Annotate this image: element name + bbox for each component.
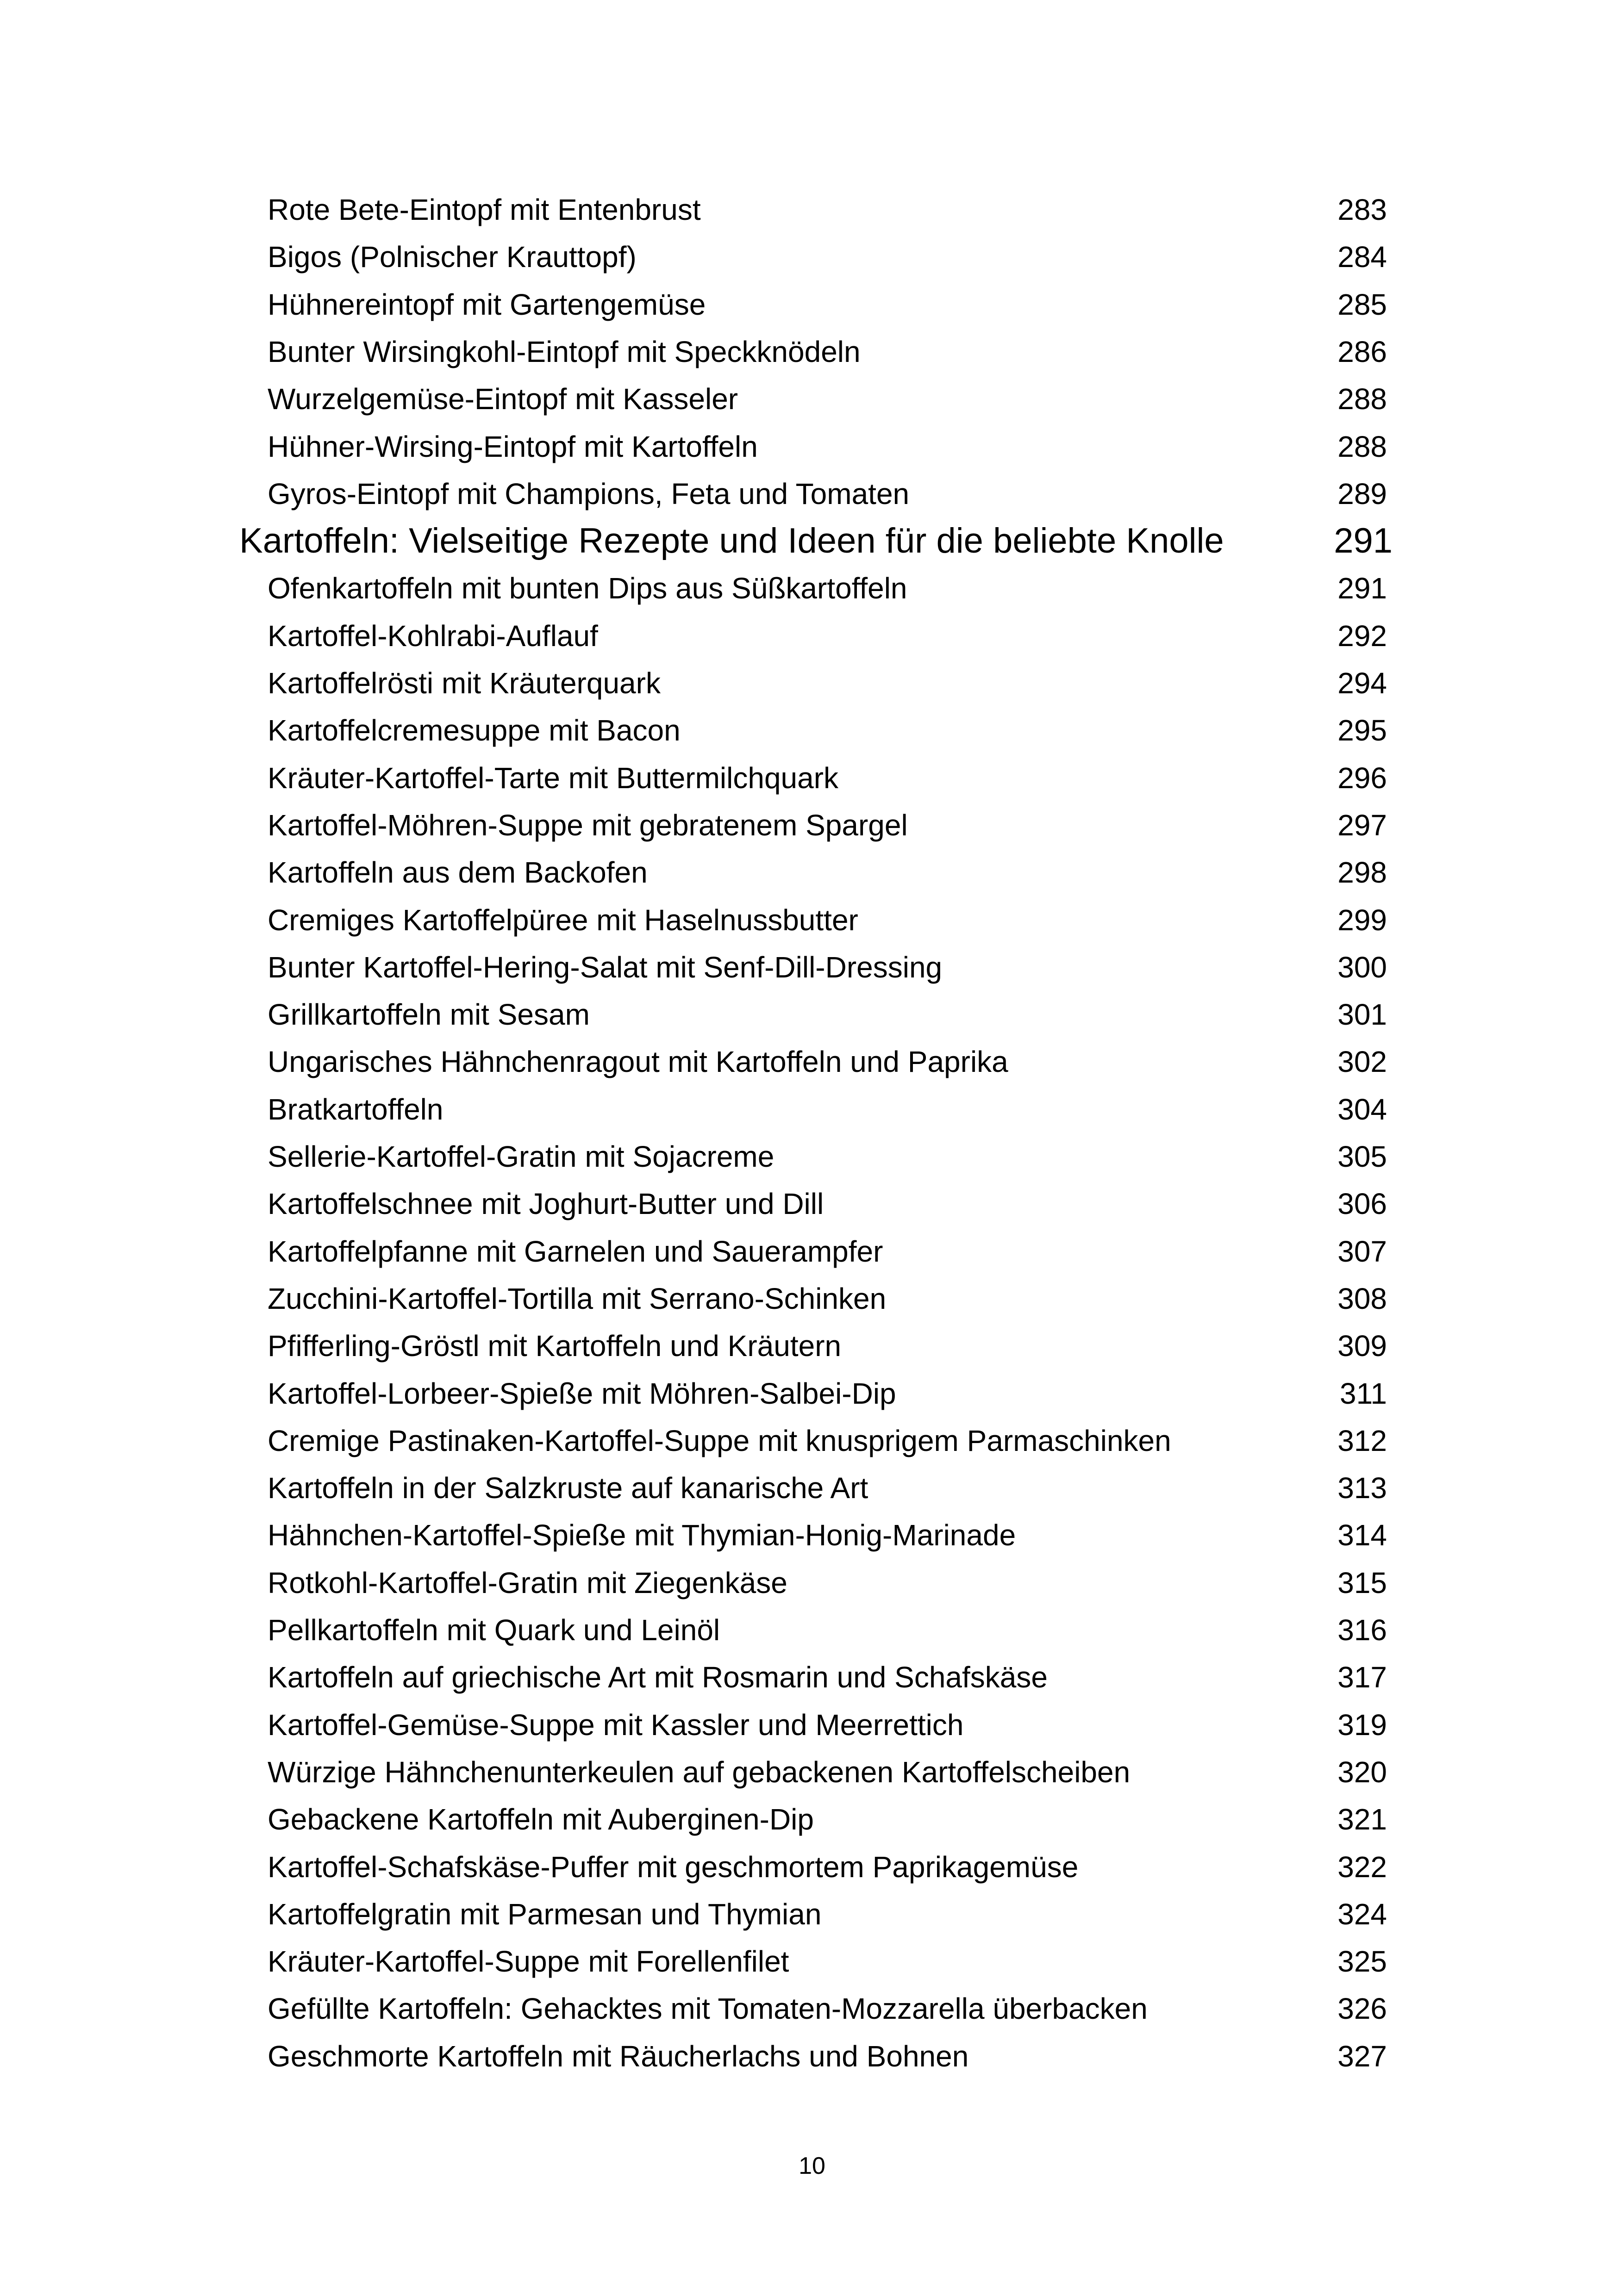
toc-entry-page-number: 324	[1337, 1898, 1387, 1931]
toc-entry	[0, 470, 1624, 517]
toc-entry	[0, 1180, 1624, 1227]
toc-entry-title: Bunter Kartoffel-Hering-Salat mit Senf-Dill-Dressing	[268, 951, 943, 984]
toc-entry-title: Bunter Wirsingkohl-Eintopf mit Speckknödeln	[268, 335, 861, 368]
toc-entry-title: Kartoffeln: Vielseitige Rezepte und Ideen für die beliebte Knolle	[239, 521, 1224, 560]
toc-entry-title: Kräuter-Kartoffel-Tarte mit Buttermilchquark	[268, 761, 839, 795]
toc-entry-title: Kartoffeln aus dem Backofen	[268, 856, 648, 889]
toc-entry-title: Hähnchen-Kartoffel-Spieße mit Thymian-Honig-Marinade	[268, 1518, 1016, 1552]
toc-entry-page-number: 314	[1337, 1518, 1387, 1552]
toc-entry-page-number: 307	[1337, 1235, 1387, 1268]
toc-entry-page-number: 294	[1337, 666, 1387, 700]
toc-entry-title: Kartoffelrösti mit Kräuterquark	[268, 666, 661, 700]
toc-entry-page-number: 292	[1337, 619, 1387, 653]
toc-entry	[0, 1748, 1624, 1796]
toc-entry	[0, 849, 1624, 896]
toc-entry-page-number: 325	[1337, 1945, 1387, 1978]
toc-entry-title: Kartoffeln auf griechische Art mit Rosmarin und Schafskäse	[268, 1661, 1048, 1694]
toc-entry	[0, 1417, 1624, 1464]
toc-entry	[0, 1370, 1624, 1417]
toc-entry	[0, 1654, 1624, 1701]
toc-entry-title: Kartoffelgratin mit Parmesan und Thymian	[268, 1898, 822, 1931]
toc-entry-title: Kartoffelcremesuppe mit Bacon	[268, 714, 681, 747]
toc-entry-title: Rote Bete-Eintopf mit Entenbrust	[268, 193, 701, 226]
toc-entry-title: Kräuter-Kartoffel-Suppe mit Forellenfilet	[268, 1945, 789, 1978]
toc-entry	[0, 1843, 1624, 1891]
toc-entry-title: Kartoffelschnee mit Joghurt-Butter und Dill	[268, 1187, 824, 1220]
toc-entry	[0, 802, 1624, 849]
toc-entry	[0, 1038, 1624, 1085]
toc-entry-page-number: 288	[1337, 382, 1387, 416]
toc-entry-page-number: 300	[1337, 951, 1387, 984]
toc-entry	[0, 1985, 1624, 2032]
toc-entry-title: Rotkohl-Kartoffel-Gratin mit Ziegenkäse	[268, 1566, 787, 1599]
toc-entry-title: Gebackene Kartoffeln mit Auberginen-Dip	[268, 1803, 814, 1836]
toc-entry	[0, 754, 1624, 802]
toc-entry	[0, 1512, 1624, 1559]
toc-entry	[0, 1322, 1624, 1369]
toc-entry	[0, 1891, 1624, 1938]
toc-entry-page-number: 295	[1337, 714, 1387, 747]
toc-entry	[0, 1133, 1624, 1180]
toc-entry-page-number: 317	[1337, 1661, 1387, 1694]
toc-entry	[0, 896, 1624, 944]
toc-entry	[0, 1228, 1624, 1275]
toc-entry-title: Ofenkartoffeln mit bunten Dips aus Süßkartoffeln	[268, 572, 907, 605]
toc-entry	[0, 944, 1624, 991]
toc-entry	[0, 1559, 1624, 1606]
toc-entry-page-number: 283	[1337, 193, 1387, 226]
toc-entry-title: Gyros-Eintopf mit Champions, Feta und Tomaten	[268, 477, 910, 510]
toc-section-heading	[0, 517, 1624, 565]
toc-entry-title: Kartoffel-Lorbeer-Spieße mit Möhren-Salbei-Dip	[268, 1377, 896, 1410]
toc-entry-title: Gefüllte Kartoffeln: Gehacktes mit Tomaten-Mozzarella überbacken	[268, 1992, 1148, 2025]
toc-entry-page-number: 304	[1337, 1093, 1387, 1126]
toc-entry	[0, 2033, 1624, 2080]
toc-entry-page-number: 306	[1337, 1187, 1387, 1220]
toc-entry-title: Kartoffelpfanne mit Garnelen und Sauerampfer	[268, 1235, 883, 1268]
toc-entry	[0, 375, 1624, 423]
toc-entry-page-number: 285	[1337, 288, 1387, 321]
toc-entry-title: Bigos (Polnischer Krauttopf)	[268, 240, 637, 274]
toc-entry-title: Pfifferling-Gröstl mit Kartoffeln und Kräutern	[268, 1329, 842, 1363]
toc-entry-title: Hühnereintopf mit Gartengemüse	[268, 288, 706, 321]
toc-entry-page-number: 305	[1337, 1140, 1387, 1173]
toc-entry-page-number: 327	[1337, 2040, 1387, 2073]
toc-entry	[0, 1938, 1624, 1985]
toc-entry	[0, 660, 1624, 707]
toc-entry-page-number: 321	[1337, 1803, 1387, 1836]
toc-entry-page-number: 309	[1337, 1329, 1387, 1363]
toc-entry-page-number: 291	[1337, 572, 1387, 605]
toc-entry-title: Wurzelgemüse-Eintopf mit Kasseler	[268, 382, 738, 416]
toc-entry-title: Kartoffel-Kohlrabi-Auflauf	[268, 619, 598, 653]
toc-entry-page-number: 296	[1337, 761, 1387, 795]
toc-entry-page-number: 313	[1337, 1471, 1387, 1505]
toc-entry	[0, 707, 1624, 754]
toc-entry	[0, 1086, 1624, 1133]
toc-entry-title: Pellkartoffeln mit Quark und Leinöl	[268, 1613, 720, 1647]
toc-entry-title: Kartoffel-Schafskäse-Puffer mit geschmortem Paprikagemüse	[268, 1850, 1079, 1884]
toc-entry-page-number: 289	[1337, 477, 1387, 510]
toc-entry-page-number: 315	[1337, 1566, 1387, 1599]
toc-entry-page-number: 312	[1337, 1424, 1387, 1457]
toc-entry-title: Sellerie-Kartoffel-Gratin mit Sojacreme	[268, 1140, 775, 1173]
toc-entry-page-number: 308	[1337, 1282, 1387, 1315]
toc-entry-page-number: 326	[1337, 1992, 1387, 2025]
toc-entry	[0, 281, 1624, 328]
toc-entry-title: Zucchini-Kartoffel-Tortilla mit Serrano-Schinken	[268, 1282, 887, 1315]
toc-entry	[0, 1796, 1624, 1843]
toc-entry-title: Würzige Hähnchenunterkeulen auf gebackenen Kartoffelscheiben	[268, 1755, 1131, 1789]
toc-entry-title: Bratkartoffeln	[268, 1093, 443, 1126]
toc-entry-title: Kartoffel-Möhren-Suppe mit gebratenem Spargel	[268, 809, 908, 842]
toc-entry-page-number: 299	[1337, 903, 1387, 937]
toc-entry	[0, 233, 1624, 280]
toc-entry-page-number: 319	[1337, 1708, 1387, 1742]
toc-entry-page-number: 298	[1337, 856, 1387, 889]
toc-entry	[0, 1701, 1624, 1748]
toc-entry-title: Kartoffel-Gemüse-Suppe mit Kassler und Meerrettich	[268, 1708, 964, 1742]
toc-entry	[0, 186, 1624, 233]
toc-entry	[0, 991, 1624, 1038]
toc-entry	[0, 328, 1624, 375]
toc-entry-page-number: 288	[1337, 430, 1387, 463]
toc-entry-page-number: 320	[1337, 1755, 1387, 1789]
toc-entry-title: Cremiges Kartoffelpüree mit Haselnussbutter	[268, 903, 858, 937]
toc-entry-page-number: 286	[1337, 335, 1387, 368]
toc-entry-page-number: 302	[1337, 1045, 1387, 1078]
toc-entry	[0, 1275, 1624, 1322]
toc-entry-title: Geschmorte Kartoffeln mit Räucherlachs und Bohnen	[268, 2040, 969, 2073]
toc-entry-title: Ungarisches Hähnchenragout mit Kartoffeln und Paprika	[268, 1045, 1008, 1078]
toc-entry-page-number: 301	[1337, 998, 1387, 1031]
toc-entry	[0, 612, 1624, 660]
toc-entry-title: Grillkartoffeln mit Sesam	[268, 998, 590, 1031]
toc-entry-title: Kartoffeln in der Salzkruste auf kanarische Art	[268, 1471, 868, 1505]
toc-entry-page-number: 284	[1337, 240, 1387, 274]
toc-entry-page-number: 297	[1337, 809, 1387, 842]
toc-entry-page-number: 322	[1337, 1850, 1387, 1884]
toc-entry	[0, 1606, 1624, 1654]
toc-entry-page-number: 316	[1337, 1613, 1387, 1647]
toc-entry-page-number: 291	[1334, 521, 1393, 560]
toc-entry-title: Cremige Pastinaken-Kartoffel-Suppe mit knusprigem Parmaschinken	[268, 1424, 1171, 1457]
page-number: 10	[799, 2153, 825, 2179]
toc-entry	[0, 565, 1624, 612]
toc-entry-page-number: 311	[1339, 1377, 1387, 1410]
toc-entry	[0, 423, 1624, 470]
toc-entry	[0, 1464, 1624, 1512]
toc-entry-title: Hühner-Wirsing-Eintopf mit Kartoffeln	[268, 430, 758, 463]
